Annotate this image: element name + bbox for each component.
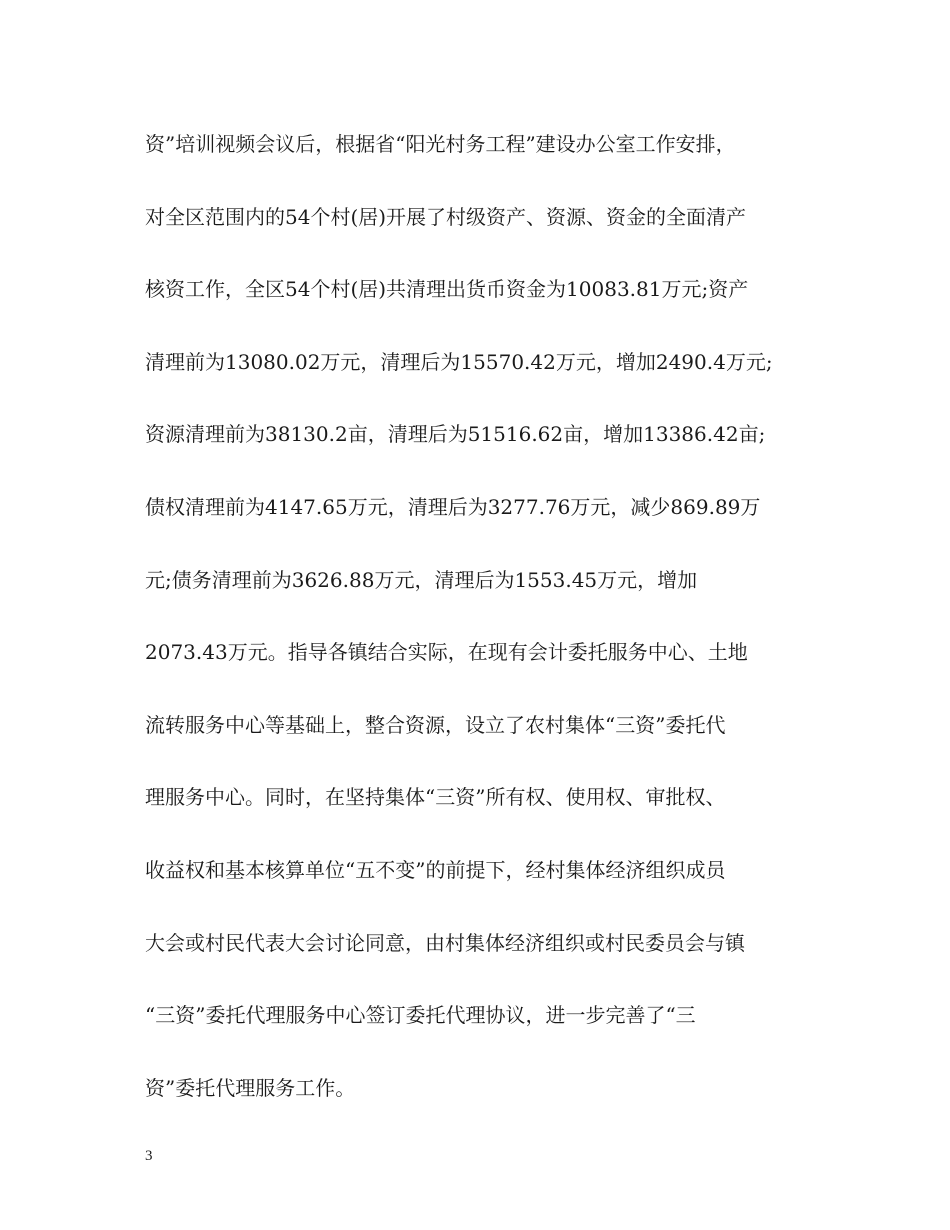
text-line: 2073.43万元。指导各镇结合实际，在现有会计委托服务中心、土地 (145, 640, 748, 665)
text-line: 资”培训视频会议后，根据省“阳光村务工程”建设办公室工作安排， (145, 132, 736, 156)
text-line: 收益权和基本核算单位“五不变”的前提下，经村集体经济组织成员 (145, 857, 726, 882)
text-line: 资源清理前为38130.2亩，清理后为51516.62亩，增加13386.42亩; (145, 422, 766, 447)
text-line: 对全区范围内的54个村(居)开展了村级资产、资源、资金的全面清产 (145, 204, 747, 229)
text-line: 核资工作，全区54个村(居)共清理出货币资金为10083.81万元;资产 (145, 277, 749, 302)
text-line: 理服务中心。同时，在坚持集体“三资”所有权、使用权、审批权、 (145, 785, 726, 810)
text-line: 流转服务中心等基础上，整合资源，设立了农村集体“三资”委托代 (145, 712, 726, 737)
text-line: 债权清理前为4147.65万元，清理后为3277.76万元，减少869.89万 (145, 494, 761, 519)
text-line: 元;债务清理前为3626.88万元，清理后为1553.45万元，增加 (145, 567, 698, 592)
text-line: “三资”委托代理服务中心签订委托代理协议，进一步完善了“三 (145, 1003, 696, 1028)
text-line: 大会或村民代表大会讨论同意，由村集体经济组织或村民委员会与镇 (145, 930, 745, 955)
text-line: 清理前为13080.02万元，清理后为15570.42万元，增加2490.4万元; (145, 349, 773, 374)
text-line: 资”委托代理服务工作。 (145, 1075, 356, 1100)
body-paragraph (145, 120, 825, 1136)
page-number: 3 (145, 1148, 153, 1164)
